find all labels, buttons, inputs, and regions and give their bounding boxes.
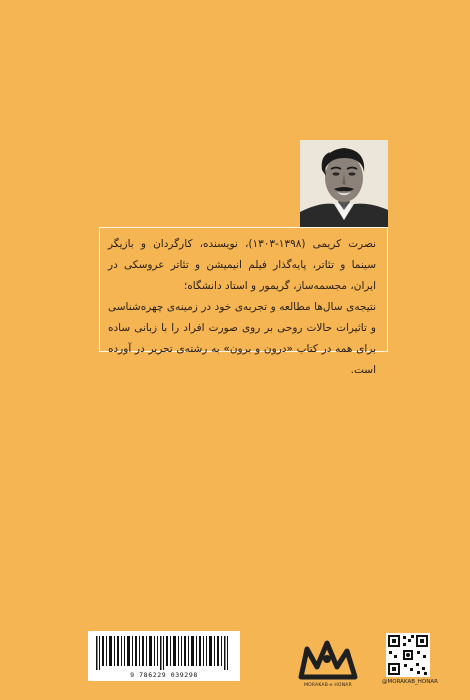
bio-paragraph-1: نصرت کریمی (۱۳۹۸-۱۳۰۳)، نویسنده، کارگردان و بازیگر سینما و تئاتر، پایه‌گذار فیلم انیمیشن و تئاتر عروسکی در ایران، مجسمه‌ساز، گریمور و استاد دانشگاه؛ — [108, 238, 376, 292]
barcode-bars — [96, 636, 232, 670]
isbn-digits: 9 786229 039298 — [130, 671, 198, 679]
bio-paragraph-2: نتیجه‌ی سال‌ها مطالعه و تجربه‌ی خود در زمینه‌ی چهره‌شناسی و تاثیرات حالات روحی بر روی صورت افراد را با زبانی ساده برای همه در کتاب «درون و برون» به رشته‌ی تحریر در آورده است. — [108, 301, 376, 376]
publisher-caption: MORAKAB-e HONAR — [304, 683, 352, 688]
author-bio — [108, 234, 376, 381]
social-handle: @MORAKAB_HONAR — [382, 679, 438, 685]
frame-right-line — [387, 227, 388, 351]
frame-top-line — [99, 227, 388, 228]
qr-code-icon[interactable] — [386, 633, 430, 677]
isbn-barcode — [88, 631, 240, 681]
frame-left-line — [99, 227, 100, 351]
morakab-honar-logo-icon — [297, 637, 359, 683]
author-portrait — [300, 140, 388, 228]
